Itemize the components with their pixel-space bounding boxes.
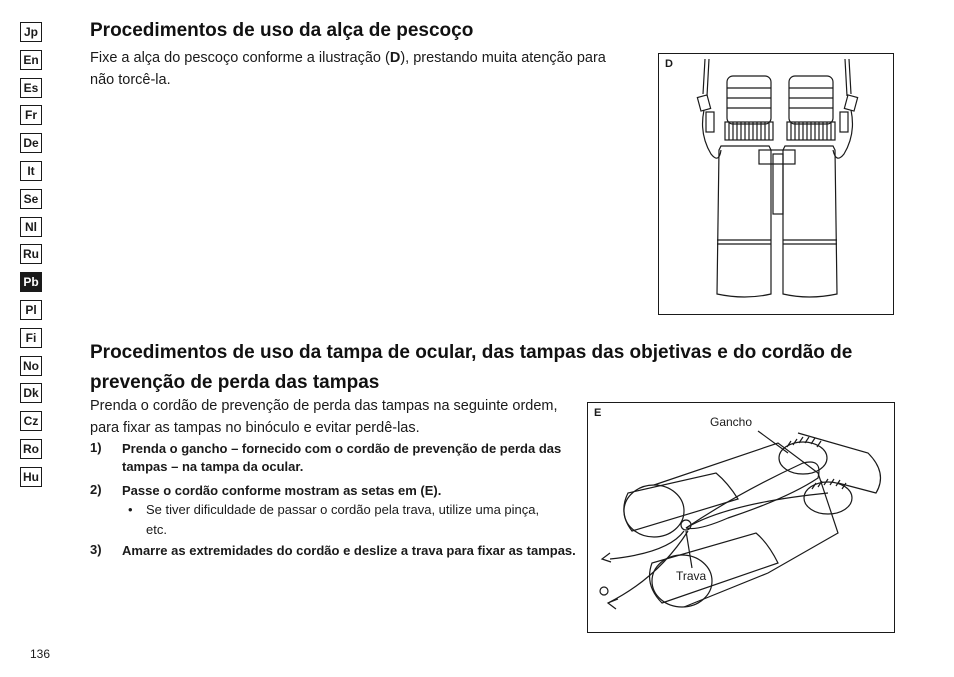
section1-title: Procedimentos de uso da alça de pescoço [90,20,474,41]
language-tab-ru[interactable]: Ru [20,244,42,264]
page-number: 136 [30,647,51,661]
figure-ref-d: D [389,50,401,66]
language-tab-jp[interactable]: Jp [20,22,42,42]
step-2-text-before: Passe o cordão conforme mostram as setas em ( [122,483,425,498]
language-tab-no[interactable]: No [20,356,42,376]
language-tab-fi[interactable]: Fi [20,328,42,348]
figure-d-label: D [665,58,673,70]
language-tab-se[interactable]: Se [20,189,42,209]
binoculars-strap-illustration [659,54,895,316]
figure-e-cap-cord [587,402,895,633]
language-tab-hu[interactable]: Hu [20,467,42,487]
section1-text-before: Fixe a alça do pescoço conforme a ilustração ( [90,50,390,66]
language-tab-de[interactable]: De [20,133,42,153]
step-2-text-after: ). [433,483,442,498]
language-tab-it[interactable]: It [20,161,42,181]
language-tab-cz[interactable]: Cz [20,411,42,431]
bullet-text: Se tiver dificuldade de passar o cordão pela trava, utilize uma pinça, etc. [146,502,540,537]
section2-intro: Prenda o cordão de prevenção de perda das tampas na seguinte ordem, para fixar as tampas no binóculo e evitar perdê-las. [90,398,558,436]
figure-e-label: E [594,407,602,419]
step-2-text [122,482,580,500]
language-tab-dk[interactable]: Dk [20,383,42,403]
bullet-mark: • [128,502,133,517]
figure-ref-e: E [424,483,434,498]
language-tab-en[interactable]: En [20,50,42,70]
step-1-number: 1) [90,440,102,455]
step-1-text: Prenda o gancho – fornecido com o cordão de prevenção de perda das tampas – na tampa da ocular. [122,441,562,474]
section2-title: Procedimentos de uso da tampa de ocular, das tampas das objetivas e do cordão de prevenção de perda das tampas [90,342,853,393]
language-tab-es[interactable]: Es [20,78,42,98]
step-3-number: 3) [90,542,102,557]
step-3-text: Amarre as extremidades do cordão e deslize a trava para fixar as tampas. [122,543,576,558]
section1-text [90,47,610,91]
section1-text-after: ), prestando muita atenção para não torcê-la. [90,50,606,88]
language-tab-ro[interactable]: Ro [20,439,42,459]
language-tab-fr[interactable]: Fr [20,105,42,125]
binoculars-cord-illustration [588,403,896,634]
callout-hook: Gancho [710,415,753,429]
step-2-number: 2) [90,482,102,497]
language-tab-pl[interactable]: Pl [20,300,42,320]
language-tab-pb[interactable]: Pb [20,272,42,292]
figure-d-neck-strap [658,53,894,315]
language-tab-nl[interactable]: Nl [20,217,42,237]
callout-lock: Trava [676,569,707,583]
